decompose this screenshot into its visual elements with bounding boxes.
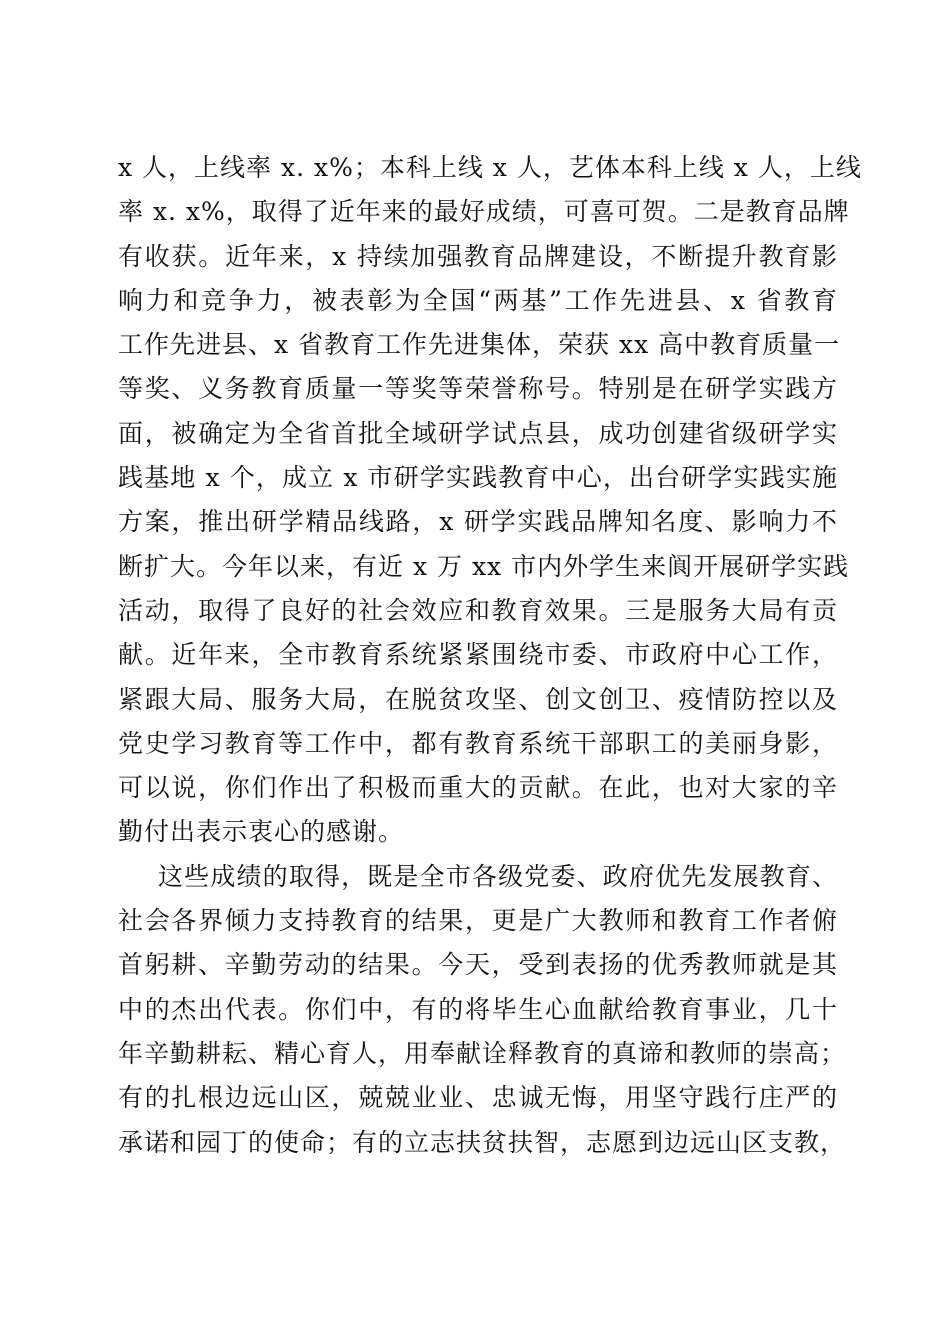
- body-text: [118, 146, 862, 1165]
- text-line: 率 x. x%，取得了近年来的最好成绩，可喜可贺。二是教育品牌: [118, 197, 850, 227]
- text-line: x 人，上线率 x. x%；本科上线 x 人，艺体本科上线 x 人，上线: [118, 153, 862, 182]
- paragraph-start-line: 这些成绩的取得，既是全市各级党委、政府优先发展教育、: [158, 861, 838, 891]
- text-line: 有收获。近年来，x 持续加强教育品牌建设，不断提升教育影: [118, 241, 838, 271]
- text-line: 中的杰出代表。你们中，有的将毕生心血献给教育事业，几十: [118, 994, 838, 1024]
- text-line: 断扩大。今年以来，有近 x 万 xx 市内外学生来阆开展研学实践: [118, 551, 850, 581]
- text-line: 践基地 x 个，成立 x 市研学实践教育中心，出台研学实践实施: [118, 463, 838, 493]
- text-line: 等奖、义务教育质量一等奖等荣誉称号。特别是在研学实践方: [118, 374, 838, 404]
- text-line: 响力和竞争力，被表彰为全国“两基”工作先进县、x 省教育: [118, 285, 838, 315]
- text-line: 方案，推出研学精品线路，x 研学实践品牌知名度、影响力不: [118, 507, 838, 537]
- text-line: 首躬耕、辛勤劳动的结果。今天，受到表扬的优秀教师就是其: [118, 950, 838, 980]
- text-line: 紧跟大局、服务大局，在脱贫攻坚、创文创卫、疫情防控以及: [118, 684, 838, 714]
- text-line: 活动，取得了良好的社会效应和教育效果。三是服务大局有贡: [118, 595, 838, 625]
- text-line: 社会各界倾力支持教育的结果，更是广大教师和教育工作者俯: [118, 906, 838, 936]
- text-line: 面，被确定为全省首批全域研学试点县，成功创建省级研学实: [118, 418, 838, 448]
- text-line: 年辛勤耕耘、精心育人，用奉献诠释教育的真谛和教师的崇高；: [118, 1038, 847, 1068]
- text-line: 工作先进县、x 省教育工作先进集体，荣获 xx 高中教育质量一: [118, 330, 841, 360]
- text-line: 承诺和园丁的使命；有的立志扶贫扶智，志愿到边远山区支教，: [118, 1127, 847, 1157]
- paragraph-end-line: 勤付出表示衷心的感谢。: [118, 817, 405, 847]
- text-line: 党史学习教育等工作中，都有教育系统干部职工的美丽身影，: [118, 728, 838, 758]
- text-line: 献。近年来，全市教育系统紧紧围绕市委、市政府中心工作，: [118, 640, 838, 670]
- text-line: 可以说，你们作出了积极而重大的贡献。在此，也对大家的辛: [118, 773, 838, 803]
- text-line: 有的扎根边远山区，兢兢业业、忠诚无悔，用坚守践行庄严的: [118, 1083, 838, 1113]
